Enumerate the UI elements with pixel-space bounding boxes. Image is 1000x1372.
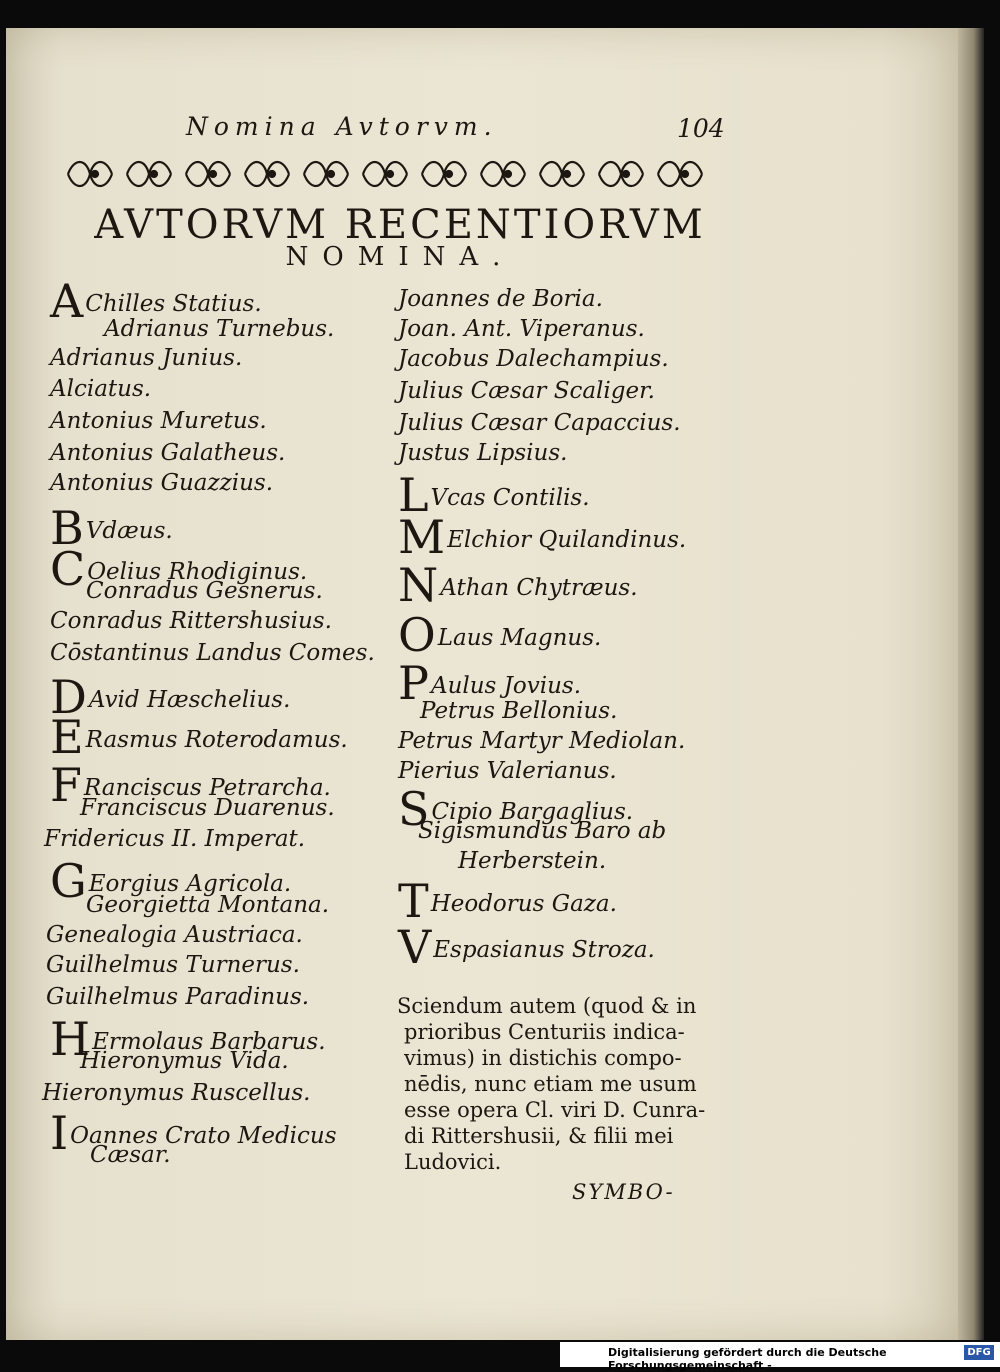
note-line: Sciendum autem (quod & in — [397, 994, 697, 1018]
name-text: Antonius Muretus. — [50, 408, 267, 434]
right-entry — [398, 758, 617, 784]
left-entry — [50, 710, 348, 764]
initial-letter: H — [50, 1012, 91, 1066]
left-entry — [50, 376, 151, 402]
name-text: Athan Chytræus. — [440, 575, 638, 601]
right-entry — [398, 410, 681, 436]
name-text: Fridericus II. Imperat. — [44, 826, 306, 852]
initial-letter: I — [50, 1106, 69, 1160]
name-text: Guilhelmus Turnerus. — [46, 952, 300, 978]
initial-letter: D — [50, 670, 87, 724]
name-text: Petrus Bellonius. — [420, 698, 618, 724]
left-entry — [86, 578, 323, 604]
right-entry — [398, 286, 603, 312]
note-line: nēdis, nunc etiam me usum — [404, 1072, 697, 1096]
name-text: Joannes de Boria. — [398, 286, 603, 312]
left-entry — [50, 608, 332, 634]
name-text: Oannes Crato Medicus — [70, 1123, 337, 1149]
name-text: Franciscus Duarenus. — [80, 795, 335, 821]
name-text: Hieronymus Ruscellus. — [42, 1080, 311, 1106]
initial-letter: F — [50, 758, 82, 812]
note-line: esse opera Cl. viri D. Cunra- — [404, 1098, 706, 1122]
right-entry — [398, 728, 685, 754]
name-text: Laus Magnus. — [437, 625, 602, 651]
name-text: Rasmus Roterodamus. — [85, 727, 348, 753]
footer-credit: Digitalisierung gefördert durch die Deutsche Forschungsgemeinschaft - — [608, 1346, 887, 1372]
initial-letter: O — [398, 608, 436, 662]
initial-letter: M — [398, 510, 446, 564]
left-entry — [42, 1080, 310, 1106]
left-entry — [44, 826, 305, 852]
left-entry — [104, 316, 334, 342]
name-text: Adrianus Turnebus. — [104, 316, 335, 342]
note-line: prioribus Centuriis indica- — [404, 1020, 685, 1044]
name-text: Justus Lipsius. — [398, 440, 568, 466]
initial-letter: A — [50, 274, 84, 328]
catchword: SYMBO- — [572, 1180, 675, 1204]
right-entry — [398, 510, 687, 564]
name-text: Aulus Jovius. — [430, 673, 582, 699]
initial-letter: B — [50, 501, 84, 555]
name-text: Julius Cæsar Scaliger. — [398, 378, 655, 404]
name-text: Chilles Statius. — [85, 291, 262, 317]
right-entry — [398, 440, 567, 466]
name-text: Heodorus Gaza. — [430, 891, 617, 917]
name-text: Jacobus Dalechampius. — [398, 346, 669, 372]
note-line: vimus) in distichis compo- — [404, 1046, 682, 1070]
left-entry — [86, 892, 329, 918]
name-text: Espasianus Stroza. — [433, 937, 655, 963]
initial-letter: N — [398, 558, 439, 612]
initial-letter: C — [50, 542, 86, 596]
name-text: Alciatus. — [50, 376, 152, 402]
name-text: Vdæus. — [85, 518, 173, 544]
name-text: Antonius Guazzius. — [50, 470, 274, 496]
right-entry — [398, 346, 669, 372]
left-entry — [46, 984, 309, 1010]
right-entry — [418, 818, 666, 844]
name-text: Ermolaus Barbarus. — [92, 1029, 326, 1055]
name-text: Hieronymus Vida. — [80, 1048, 289, 1074]
note-line: di Rittershusii, & filii mei — [404, 1124, 674, 1148]
dfg-logo: DFG — [964, 1345, 994, 1360]
name-text: Oelius Rhodiginus. — [87, 559, 308, 585]
initial-letter: P — [398, 656, 429, 710]
name-text: Eorgius Agricola. — [88, 871, 292, 897]
right-entry — [398, 558, 638, 612]
right-entry — [398, 874, 617, 928]
name-text: Petrus Martyr Mediolan. — [398, 728, 686, 754]
right-entry — [398, 378, 655, 404]
name-text: Elchior Quilandinus. — [447, 527, 687, 553]
name-text: Cæsar. — [90, 1142, 171, 1168]
left-entry — [90, 1142, 171, 1168]
right-entry — [420, 698, 617, 724]
name-text: Pierius Valerianus. — [398, 758, 617, 784]
initial-letter: L — [398, 468, 429, 522]
left-entry — [80, 795, 335, 821]
name-text: Avid Hæschelius. — [88, 687, 291, 713]
folio-number: 104 — [677, 114, 725, 143]
left-entry — [50, 440, 285, 466]
name-text: Joan. Ant. Viperanus. — [398, 316, 645, 342]
running-title: Nomina Avtorvm. — [186, 112, 498, 141]
left-entry — [50, 640, 375, 666]
name-text: Georgietta Montana. — [86, 892, 330, 918]
name-text: Sigismundus Baro ab — [418, 818, 667, 844]
initial-letter: G — [50, 854, 87, 908]
name-text: Cipio Bargaglius. — [431, 799, 634, 825]
name-text: Antonius Galatheus. — [50, 440, 286, 466]
name-text: Ranciscus Petrarcha. — [83, 775, 331, 801]
ornament-band — [60, 152, 720, 196]
name-text: Conradus Gesnerus. — [86, 578, 323, 604]
name-text: Cōstantinus Landus Comes. — [50, 640, 375, 666]
left-entry — [50, 408, 267, 434]
right-entry — [398, 920, 655, 974]
page-edge — [958, 28, 984, 1340]
name-text: Adrianus Junius. — [50, 345, 243, 371]
initial-letter: E — [50, 710, 84, 764]
left-entry — [46, 952, 300, 978]
left-entry — [80, 1048, 289, 1074]
name-text: Julius Cæsar Capaccius. — [398, 410, 681, 436]
initial-letter: S — [398, 782, 430, 836]
right-entry — [398, 608, 602, 662]
left-entry — [50, 345, 242, 371]
name-text: Genealogia Austriaca. — [46, 922, 303, 948]
left-entry — [50, 470, 273, 496]
name-text: Herberstein. — [458, 848, 607, 874]
note-line: Ludovici. — [404, 1150, 502, 1174]
right-entry — [458, 848, 606, 874]
right-entry — [398, 316, 645, 342]
name-text: Vcas Contilis. — [430, 485, 590, 511]
name-text: Guilhelmus Paradinus. — [46, 984, 310, 1010]
name-text: Conradus Rittershusius. — [50, 608, 332, 634]
initial-letter: T — [398, 874, 429, 928]
section-title: AVTORVM RECENTIORVM — [94, 202, 706, 248]
initial-letter: V — [398, 920, 432, 974]
section-subtitle: NOMINA. — [285, 242, 515, 272]
left-entry — [46, 922, 303, 948]
